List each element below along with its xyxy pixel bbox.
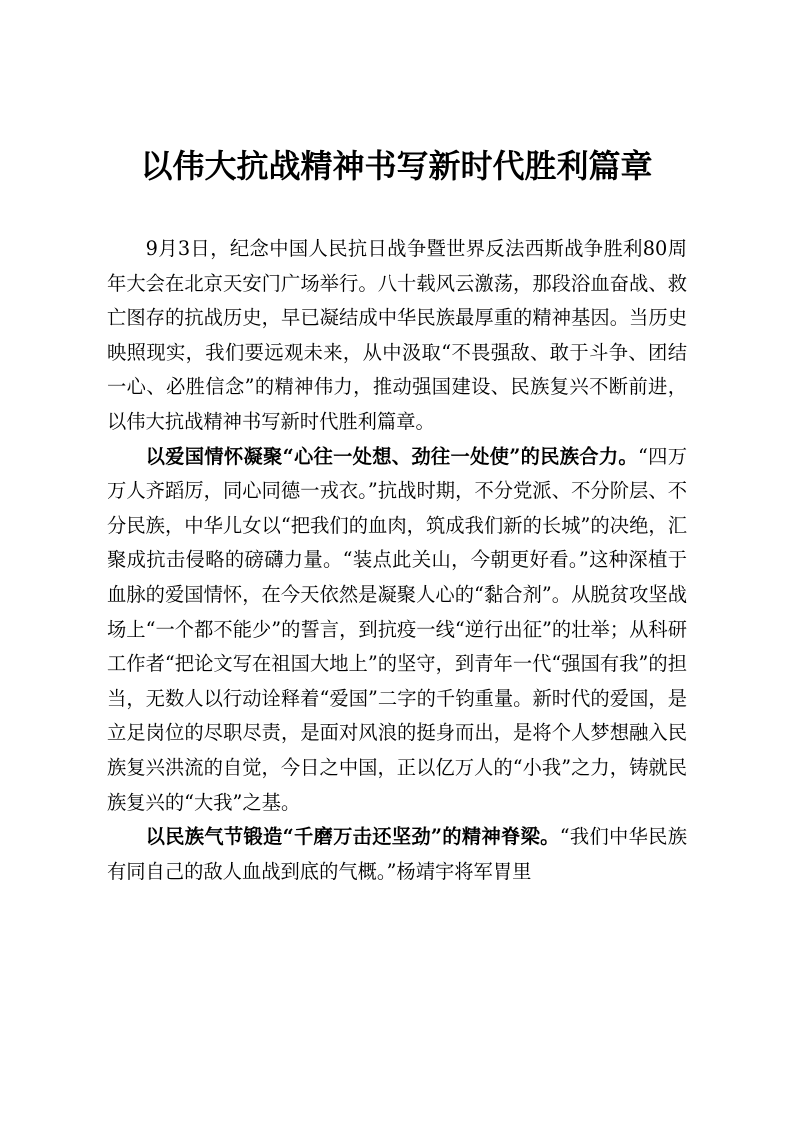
- paragraph-3-text: “我们中华民族有同自己的敌人血战到底的气概。”杨靖宇将军胃里: [107, 825, 688, 883]
- paragraph-2-lead: 以爱国情怀凝聚“心往一处想、劲往一处使”的民族合力。: [145, 444, 638, 468]
- paragraph-2-text: “四万万人齐蹈厉，同心同德一戎衣。”抗战时期，不分党派、不分阶层、不分民族，中华儿女以“把我们的血肉，筑成我们新的长城”的决绝，汇聚成抗击侵略的磅礴力量。“装点此关山，今朝更好看。”这种深植于血脉的爱国情怀，在今天依然是凝聚人心的“黏合剂”。从脱贫攻坚战场上“一个都不能少”的誓言，到抗疫一线“逆行出征”的壮举；从科研工作者“把论文写在祖国大地上”的坚守，到青年一代“强国有我”的担当，无数人以行动诠释着“爱国”二字的千钧重量。新时代的爱国，是立足岗位的尽职尽责，是面对风浪的挺身而出，是将个人梦想融入民族复兴洪流的自觉，今日之中国，正以亿万人的“小我”之力，铸就民族复兴的“大我”之基。: [107, 444, 687, 814]
- document-title: 以伟大抗战精神书写新时代胜利篇章: [140, 147, 653, 185]
- paragraph-1: [107, 232, 687, 440]
- paragraph-3: [107, 820, 687, 889]
- document-body: [107, 232, 687, 889]
- paragraph-2: [107, 440, 687, 821]
- paragraph-3-lead: 以民族气节锻造“千磨万击还坚劲”的精神脊梁。: [145, 825, 560, 849]
- paragraph-1-text: 9月3日，纪念中国人民抗日战争暨世界反法西斯战争胜利80周年大会在北京天安门广场举行。八十载风云激荡，那段浴血奋战、救亡图存的抗战历史，早已凝结成中华民族最厚重的精神基因。当历史映照现实，我们要远观未来，从中汲取“不畏强敌、敢于斗争、团结一心、必胜信念”的精神伟力，推动强国建设、民族复兴不断前进，以伟大抗战精神书写新时代胜利篇章。: [107, 237, 687, 433]
